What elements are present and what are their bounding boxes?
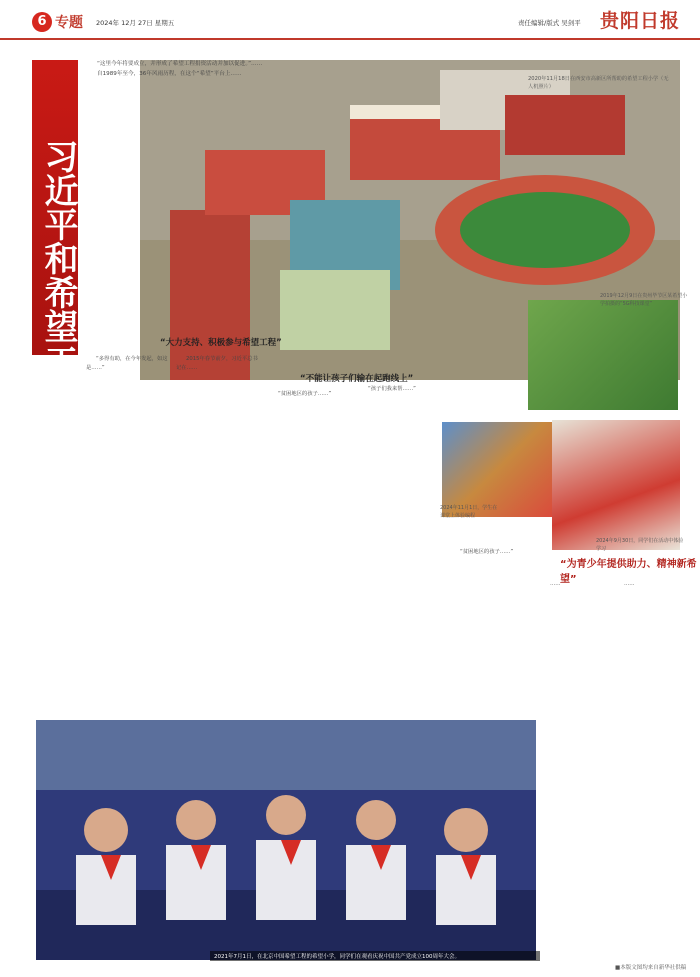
students-robot-photo bbox=[552, 420, 680, 550]
editor-line: 责任编辑/版式 吴剑平 bbox=[518, 19, 581, 27]
paragraph: “孩子们我来帮……” bbox=[368, 386, 416, 392]
text-column bbox=[614, 580, 684, 950]
section-heading: “大力支持、积极参与希望工程” bbox=[160, 338, 282, 348]
students-watching-photo bbox=[36, 720, 536, 960]
paragraph: …… bbox=[550, 581, 561, 587]
text-column bbox=[540, 580, 610, 950]
page-title: 习近平和希望工程的故事 bbox=[38, 139, 78, 513]
text-column bbox=[358, 385, 442, 715]
photo-caption: 2024年9月30日，同学们在活动中体验学习 bbox=[596, 538, 684, 552]
paragraph: …… bbox=[624, 581, 635, 587]
section-heading: “不能让孩子们输在起跑线上” bbox=[300, 374, 414, 384]
paragraph: “贫困地区的孩子……” bbox=[278, 391, 332, 397]
students-activity-photo bbox=[442, 422, 552, 517]
paragraph: “贫困地区的孩子……” bbox=[460, 549, 514, 555]
paragraph: “多得有助，在今年发起，如这是……” bbox=[86, 356, 168, 371]
photo-caption: 2019年12月9日在贵州毕节区某希望小学拍摄的“5G科技课堂” bbox=[600, 293, 688, 307]
intro-text bbox=[86, 60, 336, 80]
intro-paragraph: 自1989年至今，36年风雨历程，在这个“希望”平台上…… bbox=[97, 71, 242, 78]
section-heading: “为青少年提供助力、精神新希望” bbox=[560, 559, 697, 585]
text-column bbox=[176, 355, 260, 715]
photo-caption: 2021年7月1日，在北京中国希望工程的希望小学，同学们在观看庆祝中国共产党成立100周年大会。 bbox=[210, 951, 540, 961]
page-number-badge: 6 bbox=[32, 12, 52, 32]
text-column bbox=[86, 355, 170, 715]
photo-caption: 2024年11月1日，学生在课堂上体验编程 bbox=[440, 505, 498, 519]
intro-paragraph: “这里今年将要成立，并形成了希望工程捐资活动并加以促进。”…… bbox=[97, 61, 263, 67]
classroom-photo bbox=[528, 300, 678, 410]
source-footnote: ■本版文图均来自新华社供稿 bbox=[615, 965, 687, 971]
photo-caption: 2020年11月18日在西安市高新区所帮助的希望工程小学（无人机照片） bbox=[528, 76, 669, 90]
page-header bbox=[0, 0, 700, 40]
newspaper-logo: 贵阳日报 bbox=[600, 10, 681, 32]
section-name: 专题 bbox=[55, 15, 83, 31]
text-column bbox=[268, 390, 352, 715]
issue-date: 2024年 12月 27日 星期五 bbox=[96, 19, 175, 27]
paragraph: 2015年春节前夕，习近平总书记在…… bbox=[176, 356, 258, 371]
